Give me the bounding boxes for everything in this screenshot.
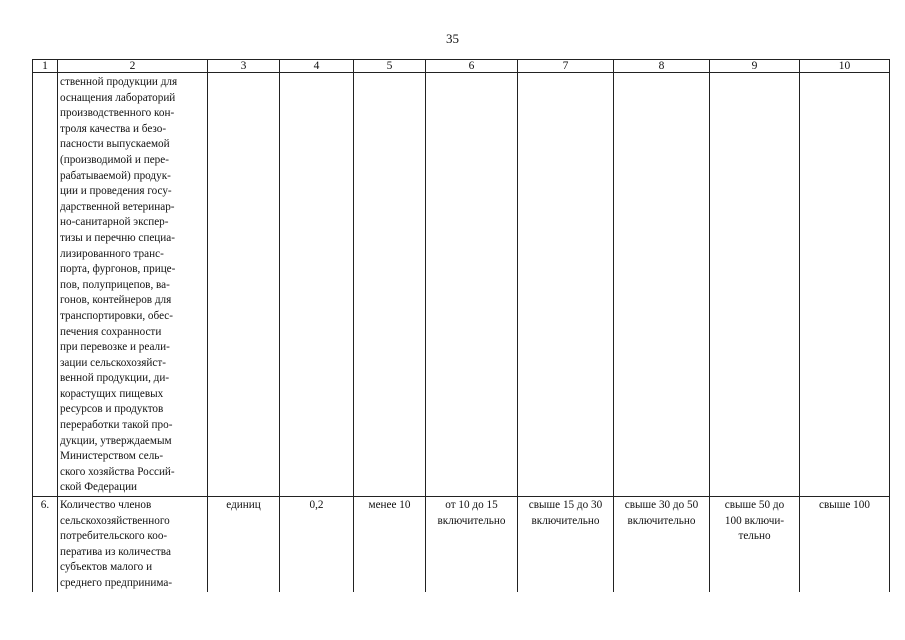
range-value-7: свыше 15 до 30 включительно [528, 499, 603, 527]
cell-empty [354, 73, 426, 497]
cell-empty [614, 73, 710, 497]
weight-cell: 0,2 [280, 497, 354, 592]
page-number: 35 [446, 31, 459, 46]
range-cell-5 [354, 497, 426, 592]
cell-empty [710, 73, 800, 497]
header-cell-3: 3 [208, 60, 280, 73]
header-row [33, 60, 890, 73]
range-value-5: менее 10 [368, 499, 411, 512]
header-cell-1: 1 [33, 60, 58, 73]
range-value-6: от 10 до 15 включительно [437, 499, 506, 527]
table-row-6 [33, 497, 890, 592]
range-cell-7 [518, 497, 614, 592]
cell-empty [518, 73, 614, 497]
header-cell-6: 6 [426, 60, 518, 73]
indicator-text-cell: Количество членов сельскохозяйственного потребительского коо- ператива из количества субъектов малого и среднего предпринима- [58, 497, 208, 592]
header-cell-4: 4 [280, 60, 354, 73]
range-cell-6 [426, 497, 518, 592]
cell-empty [426, 73, 518, 497]
cell-empty [800, 73, 890, 497]
header-cell-2: 2 [58, 60, 208, 73]
header-cell-10: 10 [800, 60, 890, 73]
range-value-10: свыше 100 [819, 499, 870, 512]
range-value-9: свыше 50 до 100 включи- тельно [724, 499, 785, 543]
cell-empty [208, 73, 280, 497]
unit-cell: единиц [208, 497, 280, 592]
row-number-cell: 6. [33, 497, 58, 592]
table-row-continuation [33, 73, 890, 497]
header-cell-7: 7 [518, 60, 614, 73]
range-cell-10 [800, 497, 890, 592]
cell-empty [33, 73, 58, 497]
header-cell-9: 9 [710, 60, 800, 73]
range-cell-8 [614, 497, 710, 592]
range-value-8: свыше 30 до 50 включительно [624, 499, 699, 527]
header-cell-8: 8 [614, 60, 710, 73]
header-cell-5: 5 [354, 60, 426, 73]
range-cell-9 [710, 497, 800, 592]
cell-empty [280, 73, 354, 497]
criteria-table [32, 59, 890, 592]
continuation-text-cell: ственной продукции для оснащения лабораторий производственного кон- троля качества и безо- пасности выпускаемой (производимой и пере- рабатываемой) продук- ции и проведения госу- дарственной ветеринар- но-санитарной экспер- тизы и перечню специа- лизированного транс- порта, фургонов, прице- пов, полуприцепов, ва- гонов, контейнеров для транспортировки, обес- печения сохранности при перевозке и реали- зации сельскохозяйст- венной продукции, ди- корастущих пищевых ресурсов и продуктов переработки такой про- дукции, утверждаемым Министерством сель- ского хозяйства Россий- ской Федерации [58, 73, 208, 497]
